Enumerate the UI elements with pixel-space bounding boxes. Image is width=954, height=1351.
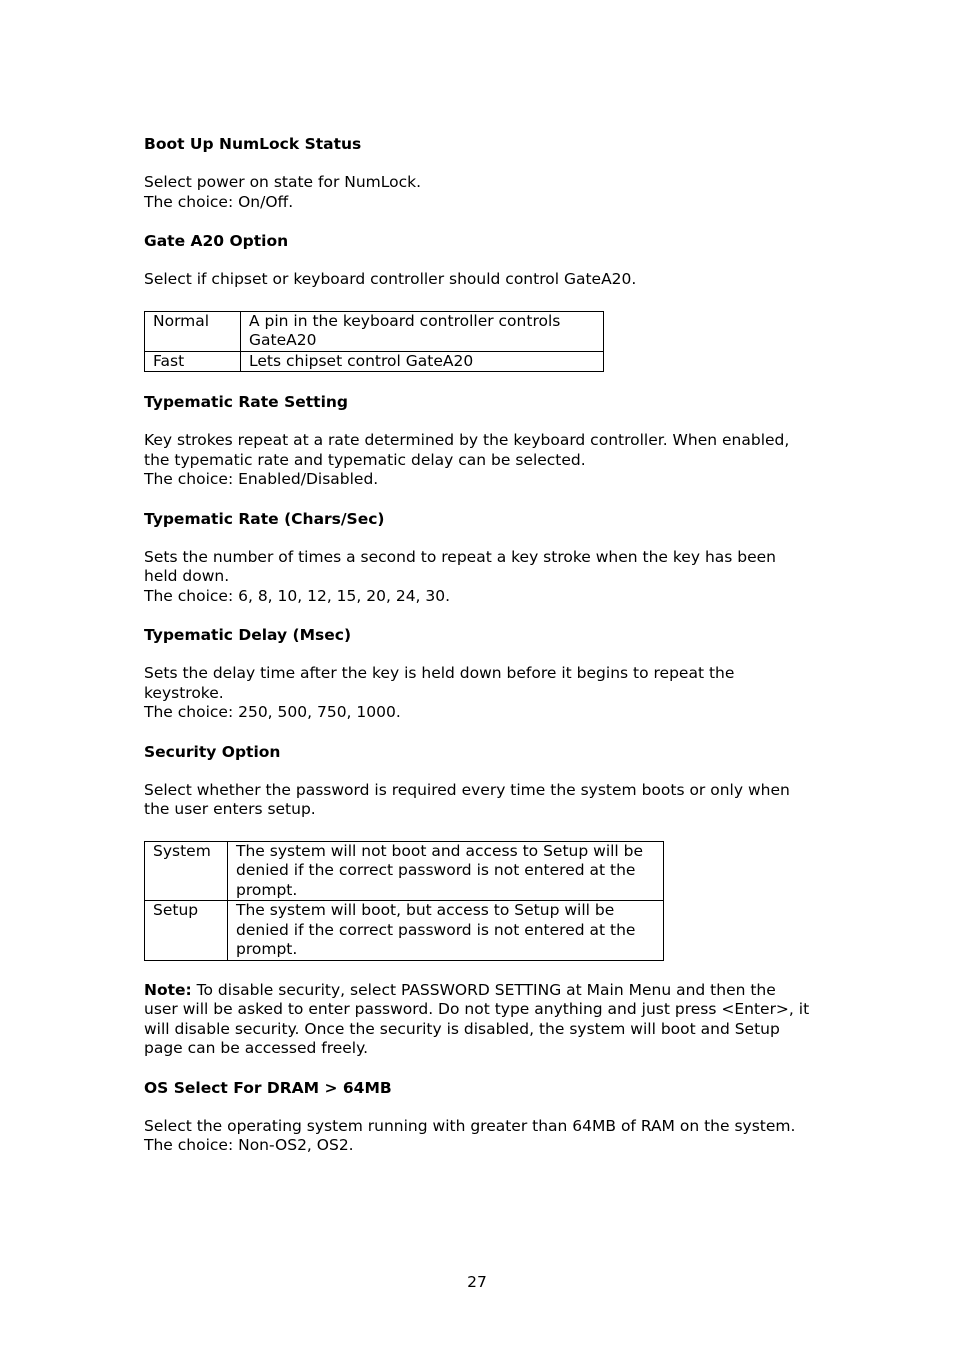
option-description: A pin in the keyboard controller controls GateA20 xyxy=(241,311,604,351)
note-label: Note: xyxy=(144,980,192,999)
table-row xyxy=(145,311,604,351)
typematic-delay-description: Sets the delay time after the key is held down before it begins to repeat the keystroke. xyxy=(144,664,735,702)
option-name: Fast xyxy=(145,351,241,372)
option-name: Setup xyxy=(145,901,228,961)
page-number: 27 xyxy=(467,1273,487,1291)
typematic-rate-heading: Typematic Rate (Chars/Sec) xyxy=(144,509,385,528)
security-description: Select whether the password is required every time the system boots or only when the user enters setup. xyxy=(144,780,790,818)
table-row xyxy=(145,351,604,372)
document-page xyxy=(144,134,814,1156)
typematic-setting-choices: The choice: Enabled/Disabled. xyxy=(144,470,379,488)
typematic-rate-choices: The choice: 6, 8, 10, 12, 15, 20, 24, 30. xyxy=(144,586,451,605)
table-row xyxy=(145,841,664,901)
gatea20-description: Select if chipset or keyboard controller should control GateA20. xyxy=(144,270,637,288)
os-select-heading: OS Select For DRAM > 64MB xyxy=(144,1078,392,1097)
typematic-setting-heading: Typematic Rate Setting xyxy=(144,393,349,411)
table-row xyxy=(145,901,664,961)
security-heading: Security Option xyxy=(144,742,281,761)
typematic-setting-description: Key strokes repeat at a rate determined by the keyboard controller. When enabled, the typematic rate and typematic delay can be selected. xyxy=(144,431,790,469)
typematic-rate-description: Sets the number of times a second to repeat a key stroke when the key has been held down. xyxy=(144,547,777,585)
option-description: The system will not boot and access to Setup will be denied if the correct password is not entered at the prompt. xyxy=(228,841,664,901)
numlock-choices: The choice: On/Off. xyxy=(144,192,294,211)
numlock-description: Select power on state for NumLock. xyxy=(144,173,422,191)
security-note xyxy=(144,981,814,1059)
os-select-choices: The choice: Non-OS2, OS2. xyxy=(144,1136,354,1154)
gatea20-heading: Gate A20 Option xyxy=(144,232,289,250)
option-name: System xyxy=(145,841,228,901)
note-text: To disable security, select PASSWORD SETTING at Main Menu and then the user will be asked to enter password. Do not type anything and just press <Enter>, it will disable security. Once the security is disabled, the system will boot and Setup page can be accessed freely. xyxy=(144,980,810,1057)
numlock-heading: Boot Up NumLock Status xyxy=(144,135,362,153)
security-options-table xyxy=(144,841,664,961)
typematic-delay-heading: Typematic Delay (Msec) xyxy=(144,626,352,644)
typematic-delay-choices: The choice: 250, 500, 750, 1000. xyxy=(144,703,401,721)
os-select-description: Select the operating system running with greater than 64MB of RAM on the system. xyxy=(144,1116,796,1135)
gatea20-options-table xyxy=(144,311,604,373)
option-description: The system will boot, but access to Setup will be denied if the correct password is not entered at the prompt. xyxy=(228,901,664,961)
option-description: Lets chipset control GateA20 xyxy=(241,351,604,372)
option-name: Normal xyxy=(145,311,241,351)
